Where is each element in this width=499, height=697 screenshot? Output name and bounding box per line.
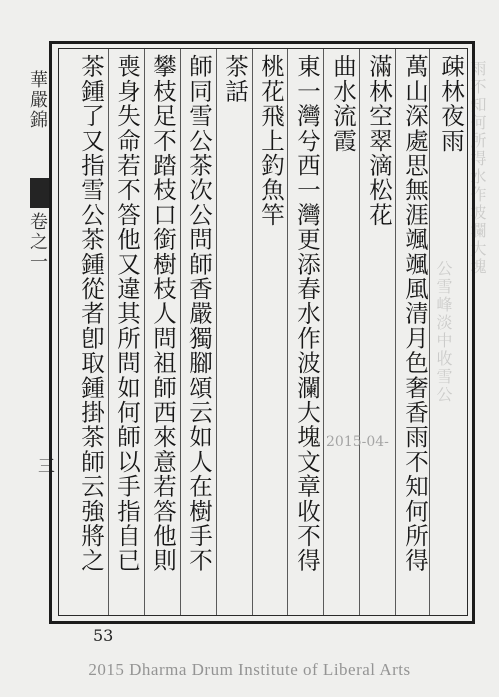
column-rule bbox=[287, 49, 288, 615]
column-rule bbox=[395, 49, 396, 615]
text-column-title: 疎林夜雨 bbox=[437, 54, 465, 153]
text-column: 師同雪公茶次公問師香嚴獨腳頌云如人在樹手不 bbox=[185, 54, 213, 573]
text-column: 喪身失命若不答他又違其所問如何師以手指自已 bbox=[113, 54, 141, 573]
text-column: 茶鍾了又指雪公茶鍾從者卽取鍾掛茶師云強將之 bbox=[77, 54, 105, 573]
fold-volume: 卷之一 bbox=[27, 212, 48, 272]
text-column-title: 曲水流霞 bbox=[329, 54, 357, 153]
column-rule bbox=[108, 49, 109, 615]
text-column: 攀枝足不踏枝口銜樹枝人問祖師西來意若答他則 bbox=[149, 54, 177, 573]
column-rule bbox=[216, 49, 217, 615]
page-number: 53 bbox=[93, 626, 114, 645]
text-column: 桃花飛上釣魚竿 bbox=[257, 54, 285, 227]
column-rule bbox=[323, 49, 324, 615]
watermark-credit: 2015 Dharma Drum Institute of Liberal Arts bbox=[88, 660, 411, 679]
column-rule bbox=[359, 49, 360, 615]
bleed-through-text: 雨不知何所得水作波瀾大塊 bbox=[468, 60, 487, 276]
fold-title: 華嚴錦 bbox=[27, 70, 48, 130]
text-column: 萬山深處思無涯颯颯風清月色奢香雨不知何所得 bbox=[401, 54, 429, 573]
fold-leaf-number: 三 bbox=[38, 457, 55, 477]
text-column: 東一灣兮西一灣更添春水作波瀾大塊文章收不得 bbox=[293, 54, 321, 573]
text-column: 滿林空翠滴松花 bbox=[365, 54, 393, 227]
bleed-through-text: 公雪峰淡中收雪公 bbox=[434, 260, 453, 404]
date-stamp: 2015-04- bbox=[326, 434, 389, 450]
column-rule bbox=[252, 49, 253, 615]
column-rule bbox=[180, 49, 181, 615]
column-rule bbox=[144, 49, 145, 615]
text-column-title: 茶話 bbox=[221, 54, 249, 104]
